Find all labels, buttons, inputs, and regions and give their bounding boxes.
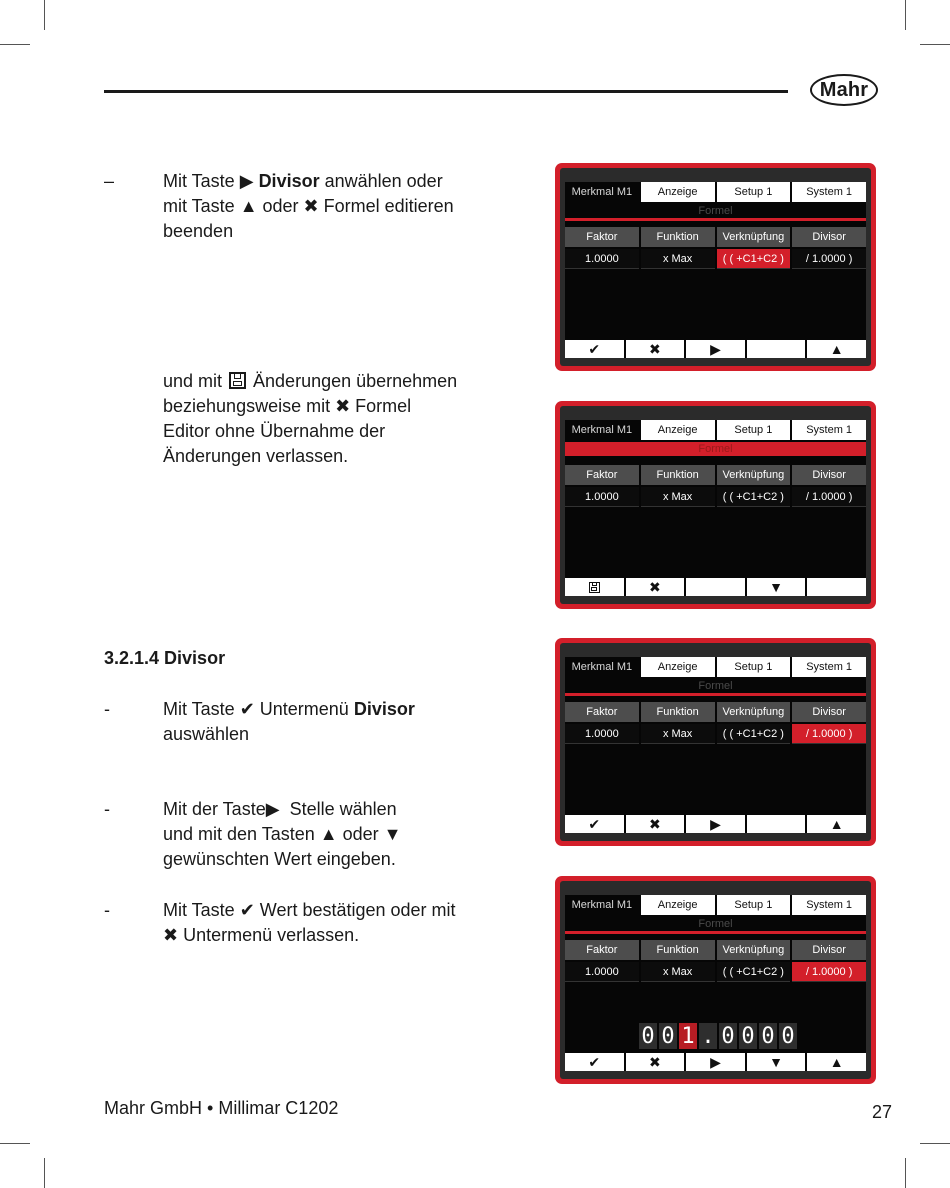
device-screen-4 xyxy=(555,876,876,1084)
digit-cursor[interactable]: 1 xyxy=(679,1023,697,1049)
crop-mark xyxy=(44,0,45,30)
col-header-divisor[interactable]: Divisor xyxy=(792,227,866,247)
instruction-line: ✖ Untermenü verlassen. xyxy=(163,925,360,945)
tab-bar xyxy=(565,182,866,202)
save-icon xyxy=(589,582,600,593)
crop-mark xyxy=(44,1158,45,1188)
value-verknuepfung[interactable]: ( ( +C1+C2 ) xyxy=(717,962,791,982)
value-divisor[interactable]: / 1.0000 ) xyxy=(792,249,866,269)
col-header-verknuepfung[interactable]: Verknüpfung xyxy=(717,227,791,247)
instruction-line: auswählen xyxy=(163,724,250,744)
list-dash: - xyxy=(104,900,110,920)
digit[interactable]: 0 xyxy=(659,1023,677,1049)
empty-key[interactable] xyxy=(747,340,806,358)
text-run: Mit Taste ✔ Untermenü xyxy=(163,699,354,719)
formel-label: Formel xyxy=(698,918,733,930)
confirm-key[interactable] xyxy=(565,815,624,833)
close-icon: ✖ xyxy=(649,1054,661,1070)
instruction-line: Editor ohne Übernahme der xyxy=(163,421,386,441)
value-row xyxy=(565,962,866,982)
crop-mark xyxy=(0,44,30,45)
divisor-term: Divisor xyxy=(353,699,415,719)
instruction-paragraph-4 xyxy=(163,797,493,872)
decimal-point: . xyxy=(699,1023,717,1049)
tab-system[interactable]: System 1 xyxy=(792,420,866,440)
tab-setup[interactable]: Setup 1 xyxy=(717,657,791,677)
footer-company: Mahr GmbH • Millimar C1202 xyxy=(104,1098,339,1118)
instruction-line xyxy=(163,697,493,722)
device-screen-2 xyxy=(555,401,876,609)
header-rule xyxy=(104,90,788,93)
tab-anzeige[interactable]: Anzeige xyxy=(641,895,715,915)
close-icon: ✖ xyxy=(649,579,661,595)
col-header-funktion[interactable]: Funktion xyxy=(641,702,715,722)
up-key[interactable] xyxy=(807,815,866,833)
red-divider xyxy=(565,693,866,696)
next-key[interactable] xyxy=(686,340,745,358)
right-arrow-icon: ▶ xyxy=(265,799,280,819)
up-arrow-icon: ▲ xyxy=(829,816,844,832)
screen-bezel xyxy=(560,881,871,1079)
up-key[interactable] xyxy=(807,1053,866,1071)
cancel-key[interactable] xyxy=(626,1053,685,1071)
display-area xyxy=(565,895,866,1071)
col-header-faktor[interactable]: Faktor xyxy=(565,227,639,247)
softkey-bar xyxy=(565,815,866,833)
tab-setup[interactable]: Setup 1 xyxy=(717,182,791,202)
empty-key[interactable] xyxy=(686,578,745,596)
text-run: und mit xyxy=(163,371,228,391)
col-header-verknuepfung[interactable]: Verknüpfung xyxy=(717,702,791,722)
crop-mark xyxy=(905,1158,906,1188)
value-divisor[interactable]: / 1.0000 ) xyxy=(792,962,866,982)
col-header-verknuepfung[interactable]: Verknüpfung xyxy=(717,465,791,485)
text-run: Stelle wählen xyxy=(279,799,397,819)
page-number: 27 xyxy=(872,1102,893,1122)
col-header-funktion[interactable]: Funktion xyxy=(641,465,715,485)
device-screen-3 xyxy=(555,638,876,846)
tab-merkmal[interactable]: Merkmal M1 xyxy=(565,895,639,915)
instruction-line xyxy=(163,169,493,194)
softkey-bar xyxy=(565,1053,866,1071)
red-divider xyxy=(565,931,866,934)
list-dash: - xyxy=(104,699,110,719)
close-icon: ✖ xyxy=(649,341,661,357)
red-divider xyxy=(565,218,866,221)
col-header-verknuepfung[interactable]: Verknüpfung xyxy=(717,940,791,960)
text-run: Änderungen übernehmen xyxy=(248,371,458,391)
value-funktion[interactable]: x Max xyxy=(641,724,715,744)
display-area xyxy=(565,182,866,358)
header-row xyxy=(565,227,866,247)
tab-system[interactable]: System 1 xyxy=(792,657,866,677)
value-faktor[interactable]: 1.0000 xyxy=(565,962,639,982)
tab-bar xyxy=(565,895,866,915)
formel-label[interactable]: Formel xyxy=(565,442,866,456)
instruction-paragraph-5 xyxy=(163,898,503,948)
col-header-divisor[interactable]: Divisor xyxy=(792,702,866,722)
crop-mark xyxy=(920,1143,950,1144)
softkey-bar xyxy=(565,340,866,358)
col-header-faktor[interactable]: Faktor xyxy=(565,940,639,960)
value-divisor[interactable]: / 1.0000 ) xyxy=(792,724,866,744)
crop-mark xyxy=(920,44,950,45)
digit-editor xyxy=(639,1023,797,1049)
tab-merkmal[interactable]: Merkmal M1 xyxy=(565,657,639,677)
header-row xyxy=(565,940,866,960)
next-key[interactable] xyxy=(686,1053,745,1071)
cancel-key[interactable] xyxy=(626,815,685,833)
instruction-line: beenden xyxy=(163,221,234,241)
display-area xyxy=(565,657,866,833)
value-verknuepfung[interactable]: ( ( +C1+C2 ) xyxy=(717,724,791,744)
instruction-paragraph-2 xyxy=(163,369,493,469)
screen-bezel xyxy=(560,168,871,366)
instruction-line: beziehungsweise mit ✖ Formel xyxy=(163,396,412,416)
instruction-line: Änderungen verlassen. xyxy=(163,446,349,466)
instruction-line xyxy=(163,369,493,394)
instruction-line: Mit Taste ✔ Wert bestätigen oder mit xyxy=(163,900,456,920)
value-verknuepfung[interactable]: ( ( +C1+C2 ) xyxy=(717,487,791,507)
empty-key[interactable] xyxy=(807,578,866,596)
header-row xyxy=(565,702,866,722)
instruction-paragraph-3 xyxy=(163,697,493,747)
tab-system[interactable]: System 1 xyxy=(792,182,866,202)
empty-key[interactable] xyxy=(747,815,806,833)
next-key[interactable] xyxy=(686,815,745,833)
check-icon: ✔ xyxy=(588,816,601,832)
confirm-key[interactable] xyxy=(565,1053,624,1071)
value-funktion[interactable]: x Max xyxy=(641,962,715,982)
text-run: Mit der Taste xyxy=(163,799,266,819)
value-faktor[interactable]: 1.0000 xyxy=(565,487,639,507)
digit[interactable]: 0 xyxy=(779,1023,797,1049)
text-run: anwählen oder xyxy=(319,171,443,191)
value-funktion[interactable]: x Max xyxy=(641,487,715,507)
down-key[interactable] xyxy=(747,578,806,596)
check-icon: ✔ xyxy=(588,341,601,357)
tab-setup[interactable]: Setup 1 xyxy=(717,895,791,915)
col-header-funktion[interactable]: Funktion xyxy=(641,940,715,960)
value-funktion[interactable]: x Max xyxy=(641,249,715,269)
display-area xyxy=(565,420,866,596)
digit[interactable]: 0 xyxy=(759,1023,777,1049)
tab-bar xyxy=(565,657,866,677)
red-divider xyxy=(565,456,866,459)
confirm-key[interactable] xyxy=(565,340,624,358)
screen-bezel xyxy=(560,643,871,841)
cancel-key[interactable] xyxy=(626,340,685,358)
tab-setup[interactable]: Setup 1 xyxy=(717,420,791,440)
formel-label: Formel xyxy=(698,680,733,692)
tab-anzeige[interactable]: Anzeige xyxy=(641,657,715,677)
instruction-line: gewünschten Wert eingeben. xyxy=(163,849,396,869)
tab-anzeige[interactable]: Anzeige xyxy=(641,182,715,202)
col-header-divisor[interactable]: Divisor xyxy=(792,465,866,485)
save-icon xyxy=(229,372,246,389)
instruction-paragraph-1 xyxy=(163,169,493,244)
save-key[interactable] xyxy=(565,578,624,596)
value-divisor[interactable]: / 1.0000 ) xyxy=(792,487,866,507)
right-arrow-icon: ▶ xyxy=(710,1054,721,1070)
tab-merkmal[interactable]: Merkmal M1 xyxy=(565,182,639,202)
col-header-faktor[interactable]: Faktor xyxy=(565,465,639,485)
col-header-funktion[interactable]: Funktion xyxy=(641,227,715,247)
right-arrow-icon: ▶ xyxy=(710,341,721,357)
instruction-line: mit Taste ▲ oder ✖ Formel editieren xyxy=(163,196,454,216)
instruction-line: und mit den Tasten ▲ oder ▼ xyxy=(163,824,402,844)
device-screen-1 xyxy=(555,163,876,371)
value-row xyxy=(565,249,866,269)
col-header-divisor[interactable]: Divisor xyxy=(792,940,866,960)
screen-bezel xyxy=(560,406,871,604)
cancel-key[interactable] xyxy=(626,578,685,596)
up-key[interactable] xyxy=(807,340,866,358)
down-key[interactable] xyxy=(747,1053,806,1071)
up-arrow-icon: ▲ xyxy=(829,1054,844,1070)
divisor-term: Divisor xyxy=(258,171,320,191)
up-arrow-icon: ▲ xyxy=(829,341,844,357)
header-row xyxy=(565,465,866,485)
check-icon: ✔ xyxy=(588,1054,601,1070)
crop-mark xyxy=(905,0,906,30)
value-faktor[interactable]: 1.0000 xyxy=(565,249,639,269)
value-row xyxy=(565,487,866,507)
right-arrow-icon: ▶ xyxy=(239,171,254,191)
list-dash: - xyxy=(104,799,110,819)
list-dash: – xyxy=(104,171,115,191)
section-heading: 3.2.1.4 Divisor xyxy=(104,648,226,668)
instruction-line xyxy=(163,797,493,822)
tab-bar xyxy=(565,420,866,440)
crop-mark xyxy=(0,1143,30,1144)
digit[interactable]: 0 xyxy=(739,1023,757,1049)
digit[interactable]: 0 xyxy=(719,1023,737,1049)
tab-system[interactable]: System 1 xyxy=(792,895,866,915)
tab-anzeige[interactable]: Anzeige xyxy=(641,420,715,440)
value-faktor[interactable]: 1.0000 xyxy=(565,724,639,744)
down-arrow-icon: ▼ xyxy=(769,579,783,595)
softkey-bar xyxy=(565,578,866,596)
formel-label: Formel xyxy=(698,205,733,217)
value-row xyxy=(565,724,866,744)
digit[interactable]: 0 xyxy=(639,1023,657,1049)
value-verknuepfung[interactable]: ( ( +C1+C2 ) xyxy=(717,249,791,269)
mahr-logo: Mahr xyxy=(810,74,878,106)
close-icon: ✖ xyxy=(649,816,661,832)
down-arrow-icon: ▼ xyxy=(769,1054,783,1070)
right-arrow-icon: ▶ xyxy=(710,816,721,832)
col-header-faktor[interactable]: Faktor xyxy=(565,702,639,722)
text-run: Mit Taste xyxy=(163,171,240,191)
tab-merkmal[interactable]: Merkmal M1 xyxy=(565,420,639,440)
